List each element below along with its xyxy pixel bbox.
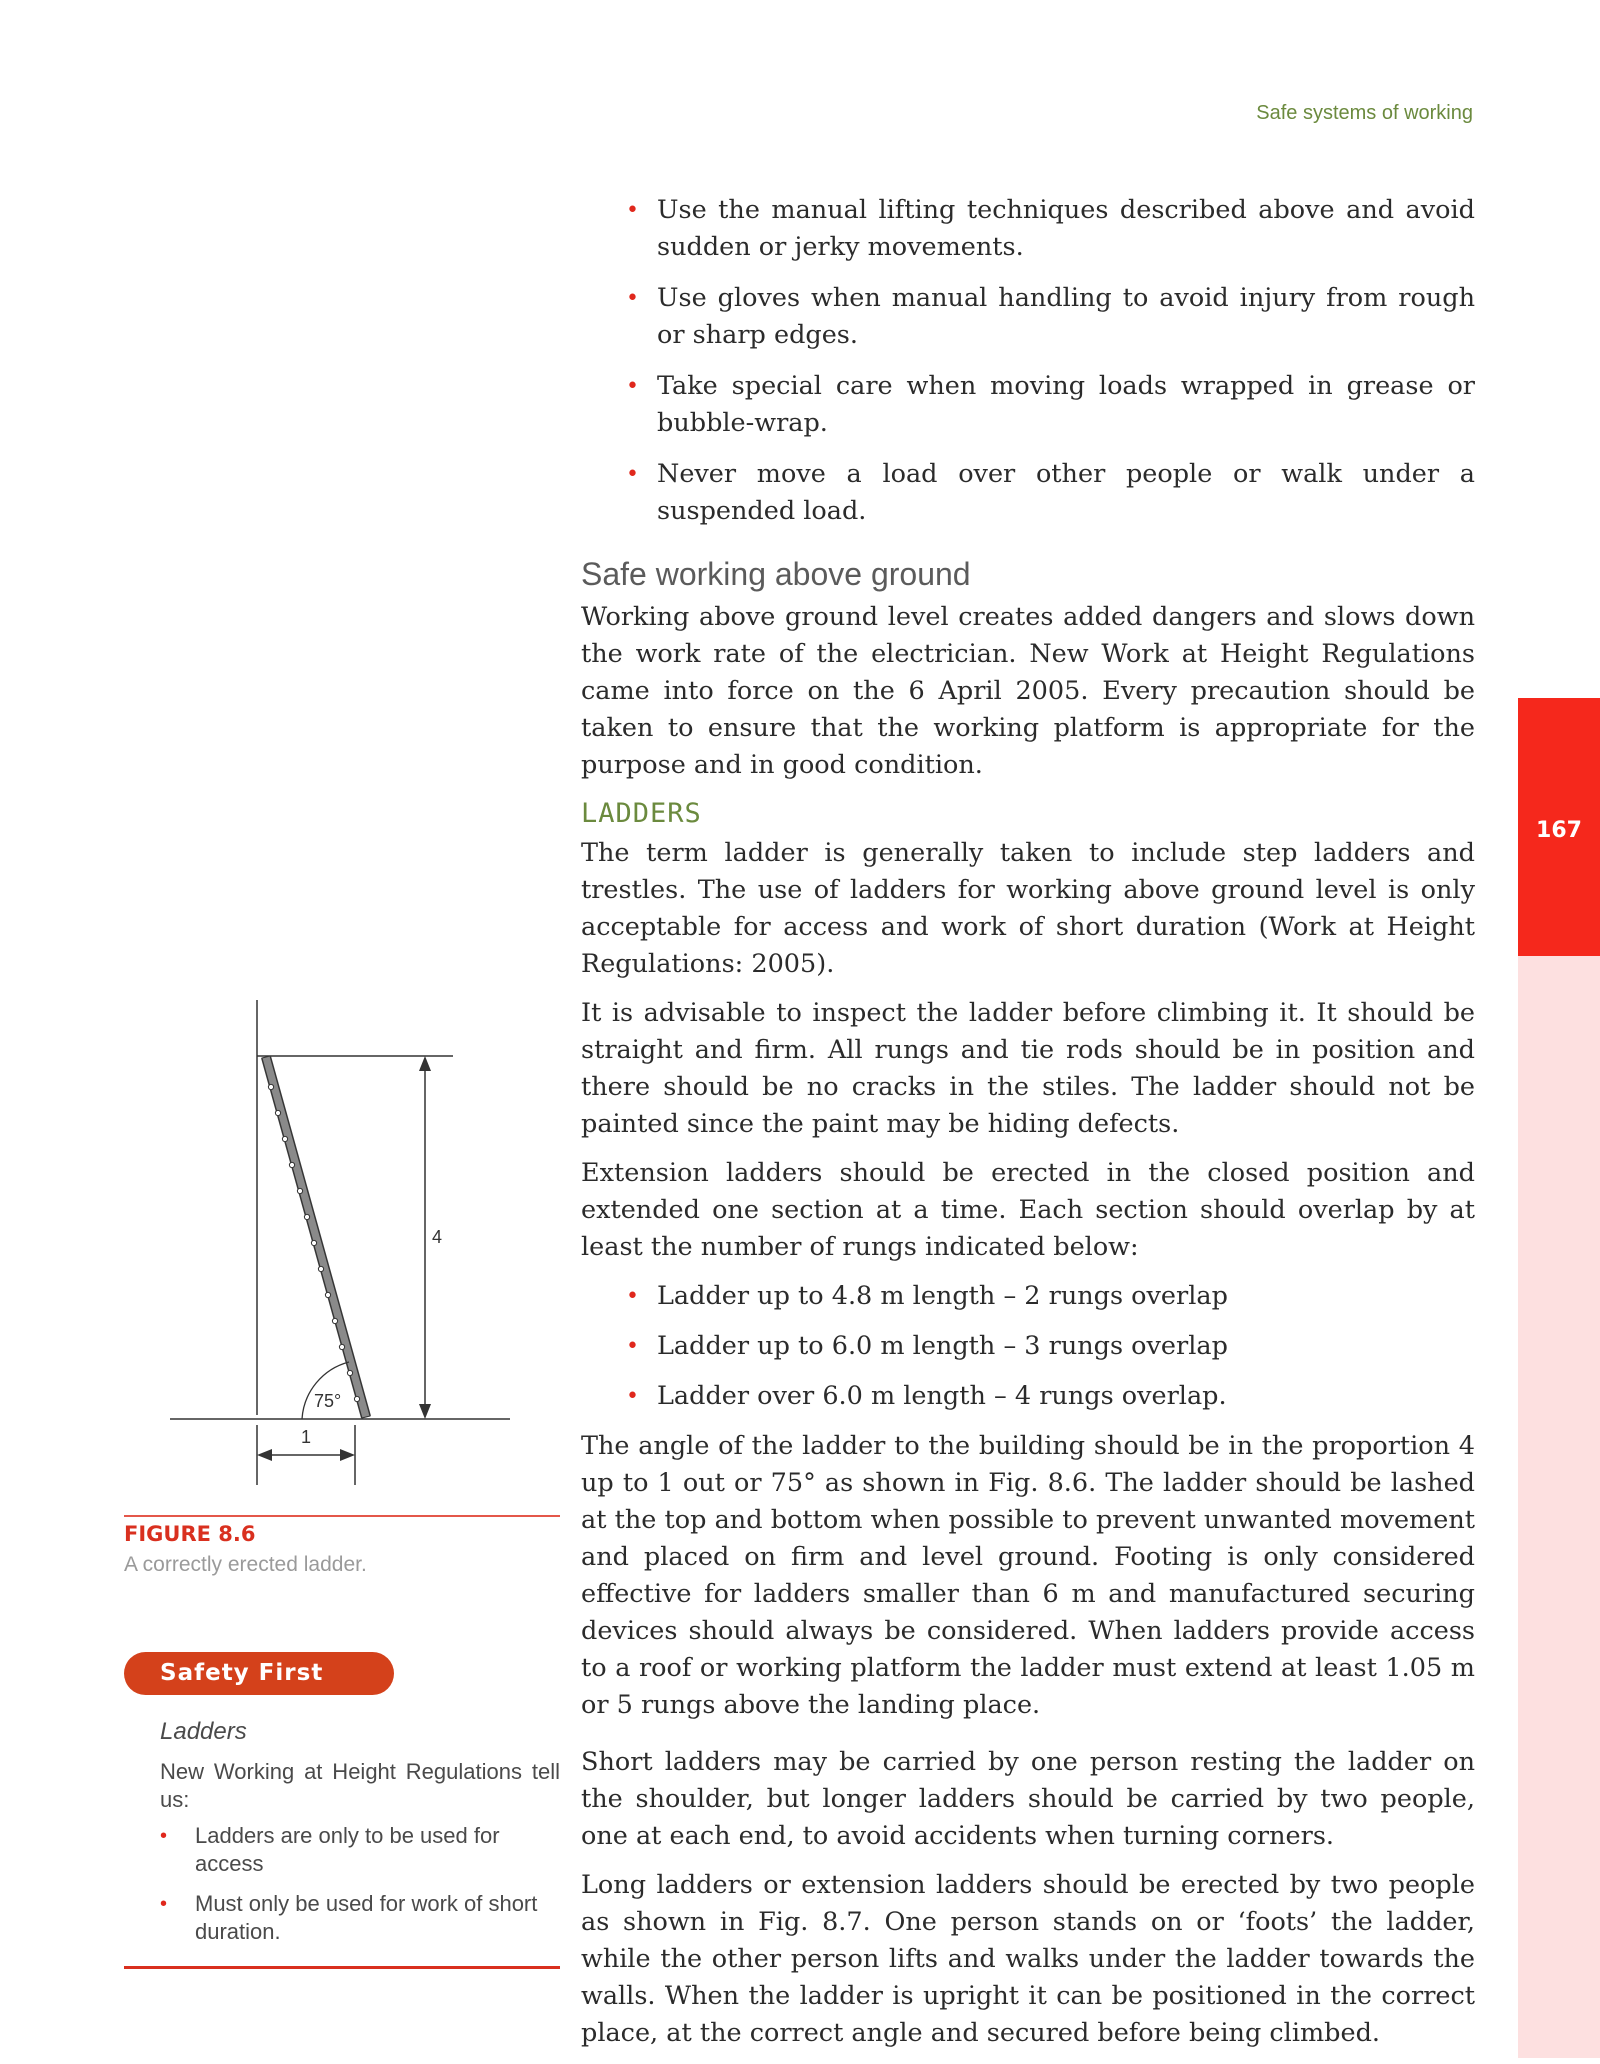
arrow-up-icon [419, 1056, 431, 1071]
list-item [581, 1378, 1475, 1415]
list-item-text: Ladders are only to be used for access [195, 1823, 500, 1876]
safety-first-divider [124, 1966, 560, 1969]
safety-first-list [160, 1822, 560, 1946]
safety-first-badge: Safety First [124, 1652, 394, 1695]
page-number: 167 [1536, 818, 1582, 843]
section-intro: Working above ground level creates added dangers and slows down the work rate of the electrician. New Work at Height Regulations came into force on the 6 April 2005. Every precaution should be taken to ensure that the working platform is appropriate for the purpose and in good condition. [581, 602, 1475, 780]
rung-overlap-list [581, 1278, 1475, 1415]
list-item-text: Ladder up to 4.8 m length – 2 rungs overlap [657, 1281, 1228, 1311]
main-column [581, 192, 1475, 2064]
ladder-rung [347, 1370, 352, 1375]
bullet-icon: • [626, 462, 639, 487]
list-item [581, 1328, 1475, 1365]
list-item-text: Use gloves when manual handling to avoid injury from rough or sharp edges. [657, 283, 1475, 350]
ladder-rung [297, 1188, 302, 1193]
subheading: LADDERS [581, 798, 702, 829]
ladder-rung [282, 1136, 287, 1141]
bullet-icon: • [160, 1825, 168, 1847]
list-item [581, 368, 1475, 442]
bullet-icon: • [626, 1284, 639, 1309]
height-label: 4 [432, 1227, 443, 1247]
ladder-rung [311, 1240, 316, 1245]
ladder-rung [332, 1318, 337, 1323]
arrow-left-icon [257, 1449, 272, 1461]
base-label: 1 [301, 1427, 312, 1447]
bullet-icon: • [626, 374, 639, 399]
angle-label: 75° [314, 1391, 342, 1411]
list-item-text: Never move a load over other people or walk under a suspended load. [657, 459, 1475, 526]
paragraph: Long ladders or extension ladders should be erected by two people as shown in Fig. 8.7. One person stands on or ‘foots’ the ladder, while the other person lifts and walks under the ladder towards the walls. When the ladder is upright it can be positioned in the correct place, at the correct angle and secured before being climbed. [581, 1870, 1475, 2048]
ladder-rung [339, 1344, 344, 1349]
ladder-figure [160, 995, 540, 1500]
bullet-icon: • [160, 1893, 168, 1915]
arrow-down-icon [419, 1404, 431, 1419]
paragraph: Short ladders may be carried by one person resting the ladder on the shoulder, but longer ladders should be carried by two people, one at each end, to avoid accidents when turning corners. [581, 1747, 1475, 1851]
list-item-text: Must only be used for work of short duration. [195, 1891, 538, 1944]
section-heading: Safe working above ground [581, 556, 971, 592]
safety-first-text: New Working at Height Regulations tell us: [160, 1759, 560, 1812]
ladder-diagram [160, 995, 540, 1500]
list-item [581, 456, 1475, 530]
paragraph: Extension ladders should be erected in the closed position and extended one section at a time. Each section should overlap by at least the number of rungs indicated below: [581, 1158, 1475, 1262]
bullet-icon: • [626, 198, 639, 223]
safety-first-title: Ladders [160, 1718, 247, 1745]
list-item [160, 1890, 560, 1946]
list-item [581, 192, 1475, 266]
list-item [160, 1822, 560, 1878]
list-item-text: Ladder over 6.0 m length – 4 rungs overlap. [657, 1381, 1227, 1411]
figure-divider [124, 1515, 560, 1517]
bullet-icon: • [626, 1334, 639, 1359]
safety-first-box [160, 1718, 560, 1958]
ladder-rung [304, 1214, 309, 1219]
arrow-right-icon [340, 1449, 355, 1461]
ladder-rung [275, 1110, 280, 1115]
ladder-rung [354, 1396, 359, 1401]
paragraph: It is advisable to inspect the ladder before climbing it. It should be straight and firm. All rungs and tie rods should be in position and there should be no cracks in the stiles. The ladder should not be painted since the paint may be hiding defects. [581, 998, 1475, 1139]
bullet-icon: • [626, 1384, 639, 1409]
list-item-text: Ladder up to 6.0 m length – 3 rungs overlap [657, 1331, 1228, 1361]
list-item [581, 280, 1475, 354]
ladder-rung [289, 1162, 294, 1167]
list-item [581, 1278, 1475, 1315]
paragraph: The term ladder is generally taken to include step ladders and trestles. The use of ladders for working above ground level is only acceptable for access and work of short duration (Work at Height Regulations: 2005). [581, 838, 1475, 979]
bullet-icon: • [626, 286, 639, 311]
ladder-rung [268, 1084, 273, 1089]
figure-caption: A correctly erected ladder. [124, 1553, 367, 1576]
ladder-rung [318, 1266, 323, 1271]
figure-label: FIGURE 8.6 [124, 1522, 256, 1546]
list-item-text: Take special care when moving loads wrapped in grease or bubble-wrap. [657, 371, 1475, 438]
running-head: Safe systems of working [1256, 102, 1473, 124]
paragraph: The angle of the ladder to the building should be in the proportion 4 up to 1 out or 75° as shown in Fig. 8.6. The ladder should be lashed at the top and bottom when possible to prevent unwanted movement and placed on firm and level ground. Footing is only considered effective for ladders smaller than 6 m and manufactured securing devices should always be considered. When ladders provide access to a roof or working platform the ladder must extend at least 1.05 m or 5 rungs above the landing place. [581, 1431, 1475, 1720]
list-item-text: Use the manual lifting techniques described above and avoid sudden or jerky movements. [657, 195, 1475, 262]
handling-bullet-list [581, 192, 1475, 530]
ladder-rung [325, 1292, 330, 1297]
